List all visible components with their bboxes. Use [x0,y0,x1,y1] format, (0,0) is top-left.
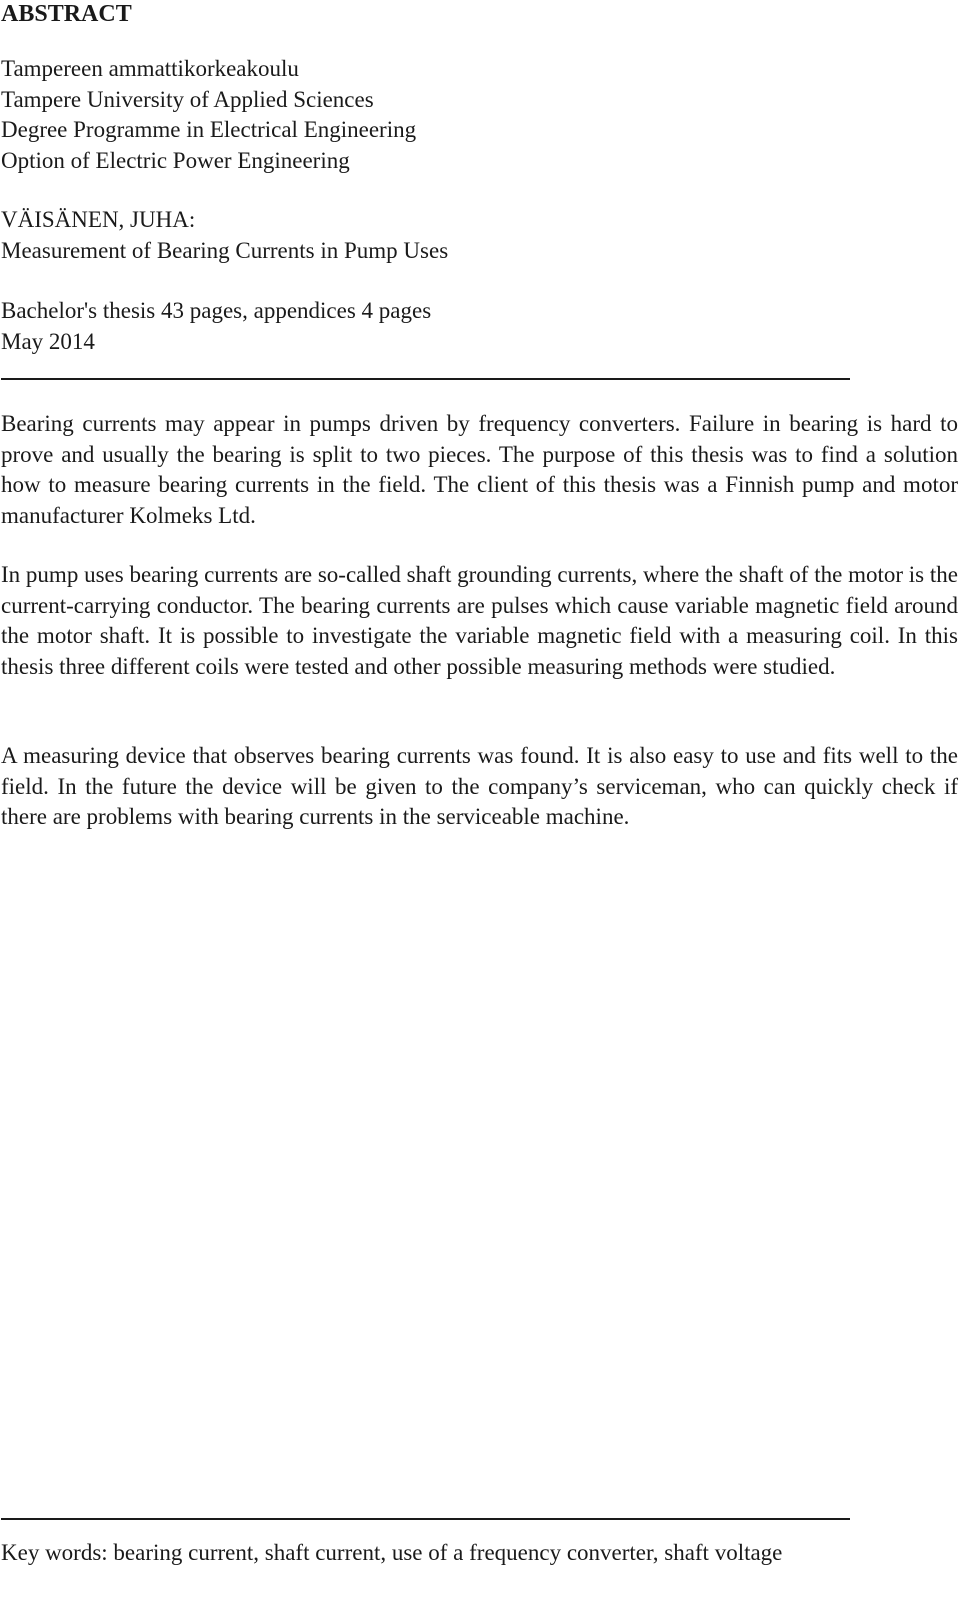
abstract-paragraph-2: In pump uses bearing currents are so-called shaft grounding currents, where the shaft of the motor is the current-carrying conductor. The bearing currents are pulses which cause variable magnetic field around the motor shaft. It is possible to investigate the variable magnetic field with a measuring coil. In this thesis three different coils were tested and other possible measuring methods were studied. [1,562,958,679]
page-heading: ABSTRACT [1,1,132,27]
thesis-date: May 2014 [1,328,95,354]
thesis-pages: Bachelor's thesis 43 pages, appendices 4 pages [1,298,432,323]
institution-block [1,54,416,176]
thesis-info-block [1,296,431,357]
abstract-paragraph-1: Bearing currents may appear in pumps driven by frequency converters. Failure in bearing is hard to prove and usually the bearing is split to two pieces. The purpose of this thesis was to find a solution how to measure bearing currents in the field. The client of this thesis was a Finnish pump and motor manufacturer Kolmeks Ltd. [1,411,958,528]
thesis-title: Measurement of Bearing Currents in Pump Uses [1,237,449,263]
author-block [1,205,448,266]
author-name: VÄISÄNEN, JUHA: [1,207,196,232]
degree-option: Option of Electric Power Engineering [1,147,350,173]
abstract-paragraph-3: A measuring device that observes bearing currents was found. It is also easy to use and fits well to the field. In the future the device will be given to the company’s serviceman, who can quickly check if there are problems with bearing currents in the serviceable machine. [1,743,958,829]
institution-line-finnish: Tampereen ammattikorkeakoulu [1,56,299,81]
keywords-line: Key words: bearing current, shaft current, use of a frequency converter, shaft voltage [1,1540,783,1565]
degree-programme: Degree Programme in Electrical Engineering [1,117,417,142]
top-divider [1,378,850,380]
institution-line-english: Tampere University of Applied Sciences [1,86,374,112]
bottom-divider [1,1518,850,1520]
